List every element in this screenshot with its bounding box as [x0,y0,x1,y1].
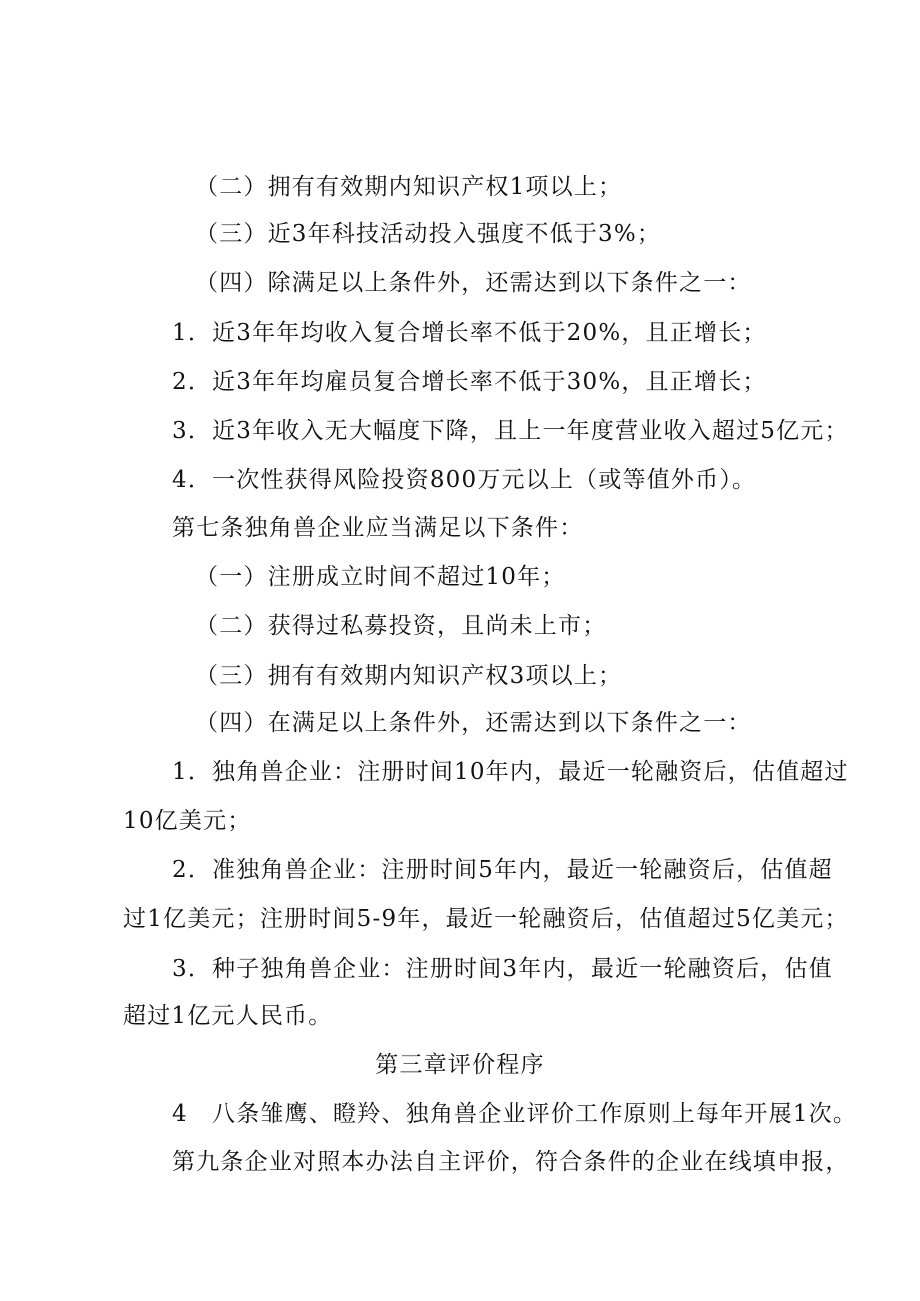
clause-line: （三）近3年科技活动投入强度不低于3%； [195,221,662,247]
clause-line: 1．近3年年均收入复合增长率不低于20%，且正增长； [172,320,767,346]
clause-line: 2．准独角兽企业：注册时间5年内，最近一轮融资后，估值超 [172,857,833,883]
article-line: 4 八条雏鹰、瞪羚、独角兽企业评价工作原则上每年开展1次。 [172,1101,858,1127]
clause-line: （一）注册成立时间不超过10年； [195,564,566,590]
clause-line: （二）获得过私募投资，且尚未上市； [195,613,607,639]
clause-line: 3．近3年收入无大幅度下降，且上一年度营业收入超过5亿元； [172,418,849,444]
clause-line: 3．种子独角兽企业：注册时间3年内，最近一轮融资后，估值 [172,956,833,982]
clause-line: （四）除满足以上条件外，还需达到以下条件之一： [195,270,752,296]
clause-line: （二）拥有有效期内知识产权1项以上； [195,174,623,200]
clause-line: 1．独角兽企业：注册时间10年内，最近一轮融资后，估值超过 [172,759,849,785]
article-heading: 第七条独角兽企业应当满足以下条件： [172,515,584,541]
chapter-heading: 第三章评价程序 [375,1052,545,1078]
clause-line: 超过1亿元人民币。 [123,1003,333,1029]
article-line: 第九条企业对照本办法自主评价，符合条件的企业在线填申报， [172,1149,850,1175]
clause-line: 4．一次性获得风险投资800万元以上（或等值外币）。 [172,467,757,493]
clause-line: 过1亿美元；注册时间5-9年，最近一轮融资后，估值超过5亿美元； [123,906,849,932]
clause-line: （三）拥有有效期内知识产权3项以上； [195,663,623,689]
clause-line: （四）在满足以上条件外，还需达到以下条件之一： [195,710,752,736]
clause-line: 2．近3年年均雇员复合增长率不低于30%，且正增长； [172,369,767,395]
clause-line: 10亿美元； [123,808,252,834]
